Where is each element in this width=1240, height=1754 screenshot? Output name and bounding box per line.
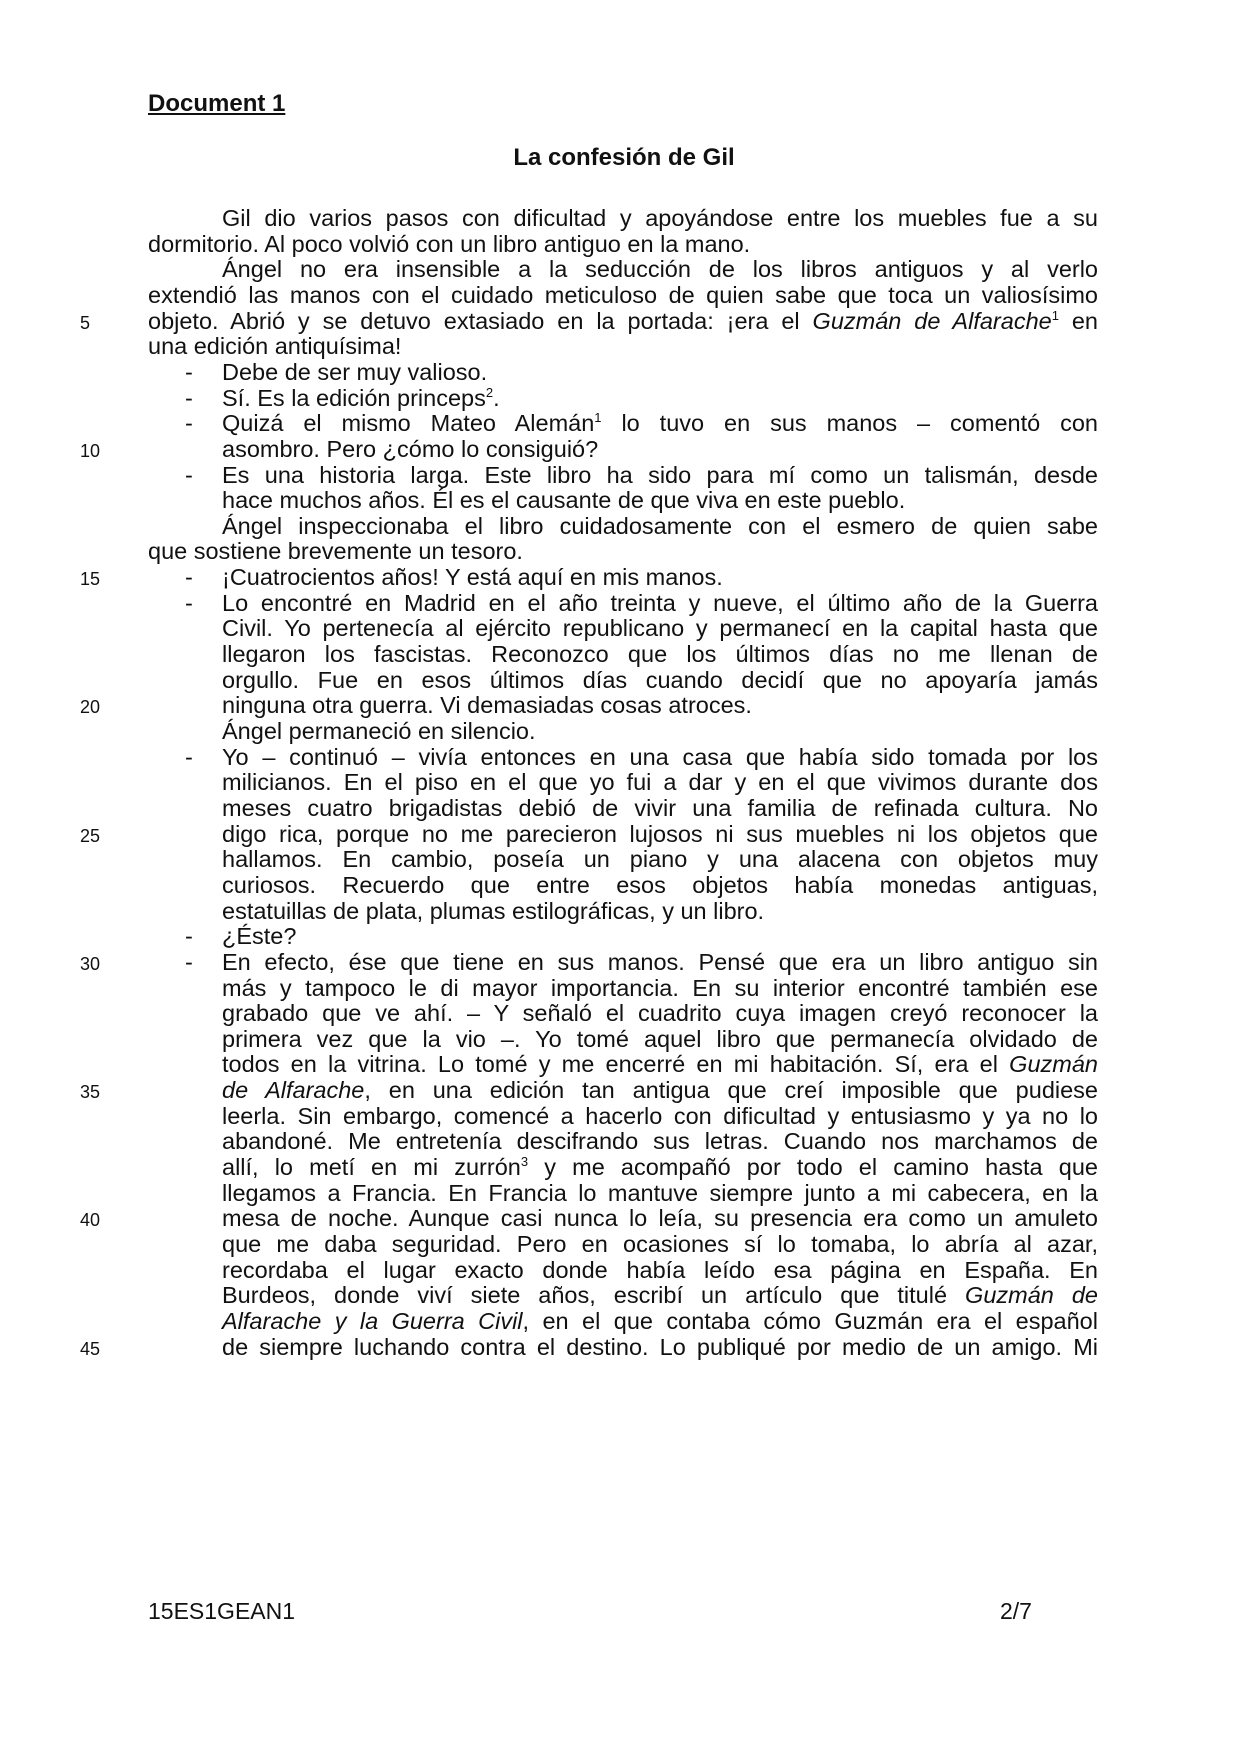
line-number: 45 bbox=[80, 1338, 101, 1359]
text-segment: hace muchos años. Él es el causante de que viva en este pueblo. bbox=[222, 487, 906, 514]
text-segment: Sí. Es la edición princeps bbox=[222, 384, 486, 411]
line-number: 15 bbox=[80, 569, 101, 590]
text-segment: ¡Cuatrocientos años! Y está aquí en mis manos. bbox=[222, 564, 723, 591]
text-segment: orgullo. Fue en esos últimos días cuando decidí que no apoyaría jamás bbox=[222, 666, 1098, 693]
text-line bbox=[222, 1050, 1098, 1079]
text-segment: estatuillas de plata, plumas estilográficas, y un libro. bbox=[222, 897, 765, 924]
text-segment: allí, lo metí en mi zurrón bbox=[222, 1154, 521, 1181]
italic-title: Guzmán de Alfarache bbox=[812, 307, 1052, 334]
text-segment: llegaron los fascistas. Reconozco que los últimos días no me llenan de bbox=[222, 641, 1098, 668]
text-line bbox=[222, 640, 1098, 669]
dialogue-dash: - bbox=[185, 564, 193, 591]
text-segment: primera vez que la vio –. Yo tomé aquel libro que permanecía olvidado de bbox=[222, 1025, 1098, 1052]
text-segment: ¿Éste? bbox=[222, 923, 297, 950]
dialogue-dash: - bbox=[185, 923, 193, 950]
text-segment: Civil. Yo pertenecía al ejército republicano y permanecí en la capital hasta que bbox=[222, 615, 1098, 642]
document-label: Document 1 bbox=[148, 90, 286, 117]
text-segment: mesa de noche. Aunque casi nunca lo leía, su presencia era como un amuleto bbox=[222, 1205, 1098, 1232]
footnote-marker: 1 bbox=[594, 410, 602, 426]
text-line bbox=[222, 820, 1098, 849]
text-segment: meses cuatro brigadistas debió de vivir una familia de refinada cultura. No bbox=[222, 794, 1098, 821]
text-line bbox=[222, 384, 1098, 413]
text-segment: Burdeos, donde viví siete años, escribí un artículo que titulé bbox=[222, 1282, 966, 1309]
line-number: 25 bbox=[80, 825, 101, 846]
text-segment: abandoné. Me entretenía descifrando sus letras. Cuando nos marchamos de bbox=[222, 1128, 1098, 1155]
text-line bbox=[222, 666, 1098, 695]
text-line bbox=[222, 486, 1098, 515]
text-segment: Yo – continuó – vivía entonces en una casa que había sido tomada por los bbox=[222, 743, 1098, 770]
text-line bbox=[148, 307, 1098, 336]
footnote-marker: 1 bbox=[1051, 307, 1059, 323]
footnote-marker: 3 bbox=[520, 1154, 529, 1170]
text-segment: Gil dio varios pasos con dificultad y apoyándose entre los muebles fue a su bbox=[222, 205, 1098, 231]
text-segment: Ángel no era insensible a la seducción de los libros antiguos y al verlo bbox=[222, 256, 1098, 283]
italic-title: de Alfarache bbox=[222, 1077, 365, 1104]
text-line bbox=[148, 332, 1098, 361]
text-line bbox=[222, 614, 1098, 643]
text-line bbox=[222, 1127, 1098, 1156]
line-number: 10 bbox=[80, 440, 101, 461]
text-segment: todos en la vitrina. Lo tomé y me encerré en mi habitación. Sí, era el bbox=[222, 1051, 1010, 1078]
text-segment: Ángel inspeccionaba el libro cuidadosamente con el esmero de quien sabe bbox=[222, 512, 1098, 539]
text-line bbox=[222, 512, 1098, 541]
text-segment: llegamos a Francia. En Francia lo mantuve siempre junto a mi cabecera, en la bbox=[222, 1179, 1098, 1206]
text-segment: recordaba el lugar exacto donde había leído esa página en España. En bbox=[222, 1256, 1098, 1283]
text-segment: leerla. Sin embargo, comencé a hacerlo con dificultad y entusiasmo y ya no lo bbox=[222, 1102, 1098, 1129]
text-line bbox=[222, 948, 1098, 977]
text-line bbox=[222, 691, 1098, 720]
text-line bbox=[222, 358, 1098, 387]
text-line bbox=[222, 794, 1098, 823]
line-number: 5 bbox=[80, 312, 91, 333]
text-line bbox=[148, 537, 1098, 566]
text-line bbox=[222, 1179, 1098, 1208]
italic-title: Alfarache y la Guerra Civil bbox=[222, 1307, 523, 1334]
text-segment: asombro. Pero ¿cómo lo consiguió? bbox=[222, 435, 599, 462]
dialogue-dash: - bbox=[185, 948, 193, 975]
text-line bbox=[222, 871, 1098, 900]
text-segment: Quizá el mismo Mateo Alemán bbox=[222, 410, 595, 437]
dialogue-dash: - bbox=[185, 589, 193, 616]
text-line bbox=[222, 589, 1098, 618]
text-line bbox=[222, 717, 1098, 746]
text-line bbox=[222, 845, 1098, 874]
text-segment: grabado que ve ahí. – Y señaló el cuadrito cuya imagen creyó reconocer la bbox=[222, 1000, 1098, 1027]
footer-page-number: 2/7 bbox=[1000, 1598, 1032, 1624]
text-segment: en bbox=[1058, 307, 1098, 334]
text-line bbox=[222, 563, 1098, 592]
text-line bbox=[222, 974, 1098, 1003]
italic-title: Guzmán bbox=[1009, 1051, 1098, 1078]
text-segment: En efecto, ése que tiene en sus manos. Pensé que era un libro antiguo sin bbox=[222, 948, 1098, 975]
text-segment: curiosos. Recuerdo que entre esos objetos había monedas antiguas, bbox=[222, 871, 1098, 898]
text-line bbox=[222, 204, 1098, 233]
text-segment: y me acompañó por todo el camino hasta que bbox=[528, 1154, 1098, 1181]
text-segment: lo tuvo en sus manos – comentó con bbox=[601, 410, 1099, 437]
text-segment: extendió las manos con el cuidado meticuloso de quien sabe que toca un valiosísimo bbox=[148, 281, 1098, 308]
text-line bbox=[222, 1230, 1098, 1259]
text-segment: que sostiene brevemente un tesoro. bbox=[148, 538, 523, 565]
text-line bbox=[222, 409, 1098, 438]
text-segment: Es una historia larga. Este libro ha sido para mí como un talismán, desde bbox=[222, 461, 1098, 488]
dialogue-dash: - bbox=[185, 384, 193, 411]
text-line bbox=[222, 461, 1098, 490]
text-segment: más y tampoco le di mayor importancia. En su interior encontré también ese bbox=[222, 974, 1098, 1001]
text-line bbox=[222, 1281, 1098, 1310]
text-line bbox=[222, 255, 1098, 284]
text-segment: milicianos. En el piso en el que yo fui a dar y en el que vivimos durante dos bbox=[222, 769, 1098, 796]
line-number: 40 bbox=[80, 1210, 101, 1231]
text-line bbox=[222, 1307, 1098, 1336]
text-line bbox=[148, 281, 1098, 310]
text-segment: que me daba seguridad. Pero en ocasiones sí lo tomaba, lo abría al azar, bbox=[222, 1231, 1098, 1257]
text-segment: , en el que contaba cómo Guzmán era el español bbox=[522, 1307, 1098, 1334]
text-segment: una edición antiquísima! bbox=[148, 333, 402, 360]
dialogue-dash: - bbox=[185, 461, 193, 488]
text-segment: dormitorio. Al poco volvió con un libro antiguo en la mano. bbox=[148, 230, 751, 257]
text-segment: de siempre luchando contra el destino. Lo publiqué por medio de un amigo. Mi bbox=[222, 1333, 1098, 1360]
line-number: 20 bbox=[80, 697, 101, 718]
text-line bbox=[222, 1076, 1098, 1105]
text-line bbox=[222, 1025, 1098, 1054]
text-line bbox=[222, 1204, 1098, 1233]
dialogue-dash: - bbox=[185, 358, 193, 385]
text-segment: , en una edición tan antigua que creí imposible que pudiese bbox=[364, 1077, 1098, 1104]
text-line bbox=[222, 1102, 1098, 1131]
dialogue-dash: - bbox=[185, 410, 193, 437]
text-line bbox=[222, 922, 1098, 951]
page-title: La confesión de Gil bbox=[513, 144, 735, 171]
footer-document-code: 15ES1GEAN1 bbox=[148, 1598, 296, 1624]
text-line bbox=[148, 230, 1098, 259]
dialogue-dash: - bbox=[185, 743, 193, 770]
text-segment: hallamos. En cambio, poseía un piano y una alacena con objetos muy bbox=[222, 846, 1098, 873]
text-segment: objeto. Abrió y se detuvo extasiado en la portada: ¡era el bbox=[148, 307, 813, 334]
text-segment: Lo encontré en Madrid en el año treinta y nueve, el último año de la Guerra bbox=[222, 589, 1098, 616]
text-segment: digo rica, porque no me parecieron lujosos ni sus muebles ni los objetos que bbox=[222, 820, 1098, 847]
text-segment: . bbox=[493, 384, 500, 411]
text-line bbox=[222, 743, 1098, 772]
text-segment: Ángel permaneció en silencio. bbox=[222, 718, 536, 744]
text-line bbox=[222, 435, 1098, 464]
text-line bbox=[222, 1153, 1098, 1182]
text-line bbox=[222, 768, 1098, 797]
line-number: 35 bbox=[80, 1082, 101, 1103]
text-segment: ninguna otra guerra. Vi demasiadas cosas atroces. bbox=[222, 692, 752, 719]
text-line bbox=[222, 999, 1098, 1028]
text-line bbox=[222, 1333, 1098, 1362]
text-line bbox=[222, 1256, 1098, 1285]
italic-title: Guzmán de bbox=[965, 1282, 1098, 1309]
text-line bbox=[222, 897, 1098, 926]
footnote-marker: 2 bbox=[485, 384, 494, 400]
text-segment: Debe de ser muy valioso. bbox=[222, 358, 488, 385]
line-number: 30 bbox=[80, 953, 101, 974]
